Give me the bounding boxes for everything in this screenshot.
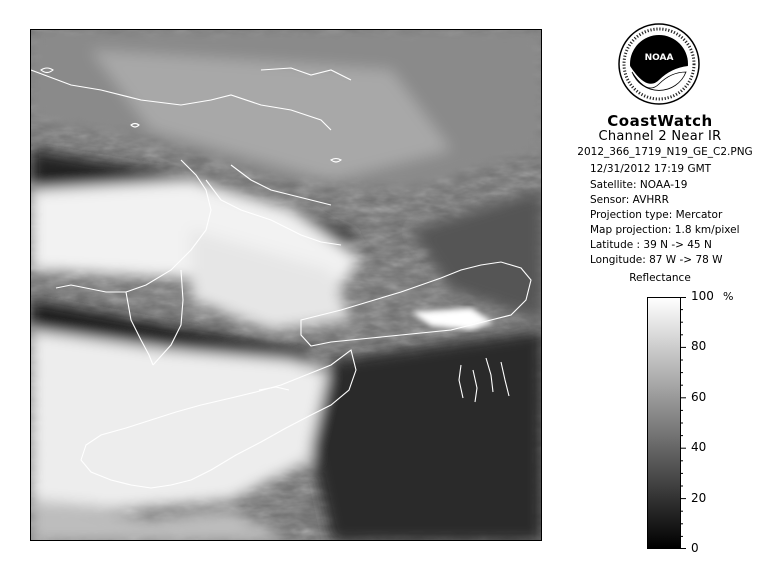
colorbar-tick-label: 100 — [691, 289, 714, 303]
noaa-logo-icon — [617, 22, 701, 106]
colorbar-tick-label: 80 — [691, 339, 707, 354]
filename-label: 2012_366_1719_N19_GE_C2.PNG — [577, 146, 753, 158]
satellite-label: Satellite: NOAA-19 — [590, 179, 688, 191]
colorbar-tick-label: 20 — [691, 490, 707, 505]
colorbar-tick-label: 60 — [691, 389, 707, 404]
satellite-image — [31, 30, 542, 541]
colorbar-tick-label: 40 — [691, 440, 707, 455]
product-title: CoastWatch — [607, 112, 713, 130]
channel-title: Channel 2 Near IR — [598, 129, 722, 144]
colorbar-unit: % — [723, 290, 734, 303]
latitude-label: Latitude : 39 N -> 45 N — [590, 239, 712, 251]
colorbar-tick-label: 0 — [691, 541, 699, 555]
logo-text: NOAA — [644, 53, 674, 63]
colorbar-title: Reflectance — [629, 272, 691, 284]
map-projection-label: Map projection: 1.8 km/pixel — [590, 224, 740, 236]
sensor-label: Sensor: AVHRR — [590, 194, 669, 206]
colorbar — [647, 297, 681, 549]
projection-type-label: Projection type: Mercator — [590, 209, 723, 221]
datetime-label: 12/31/2012 17:19 GMT — [590, 163, 712, 175]
longitude-label: Longitude: 87 W -> 78 W — [590, 254, 723, 266]
satellite-map — [30, 29, 542, 541]
colorbar-ticks — [680, 297, 720, 549]
